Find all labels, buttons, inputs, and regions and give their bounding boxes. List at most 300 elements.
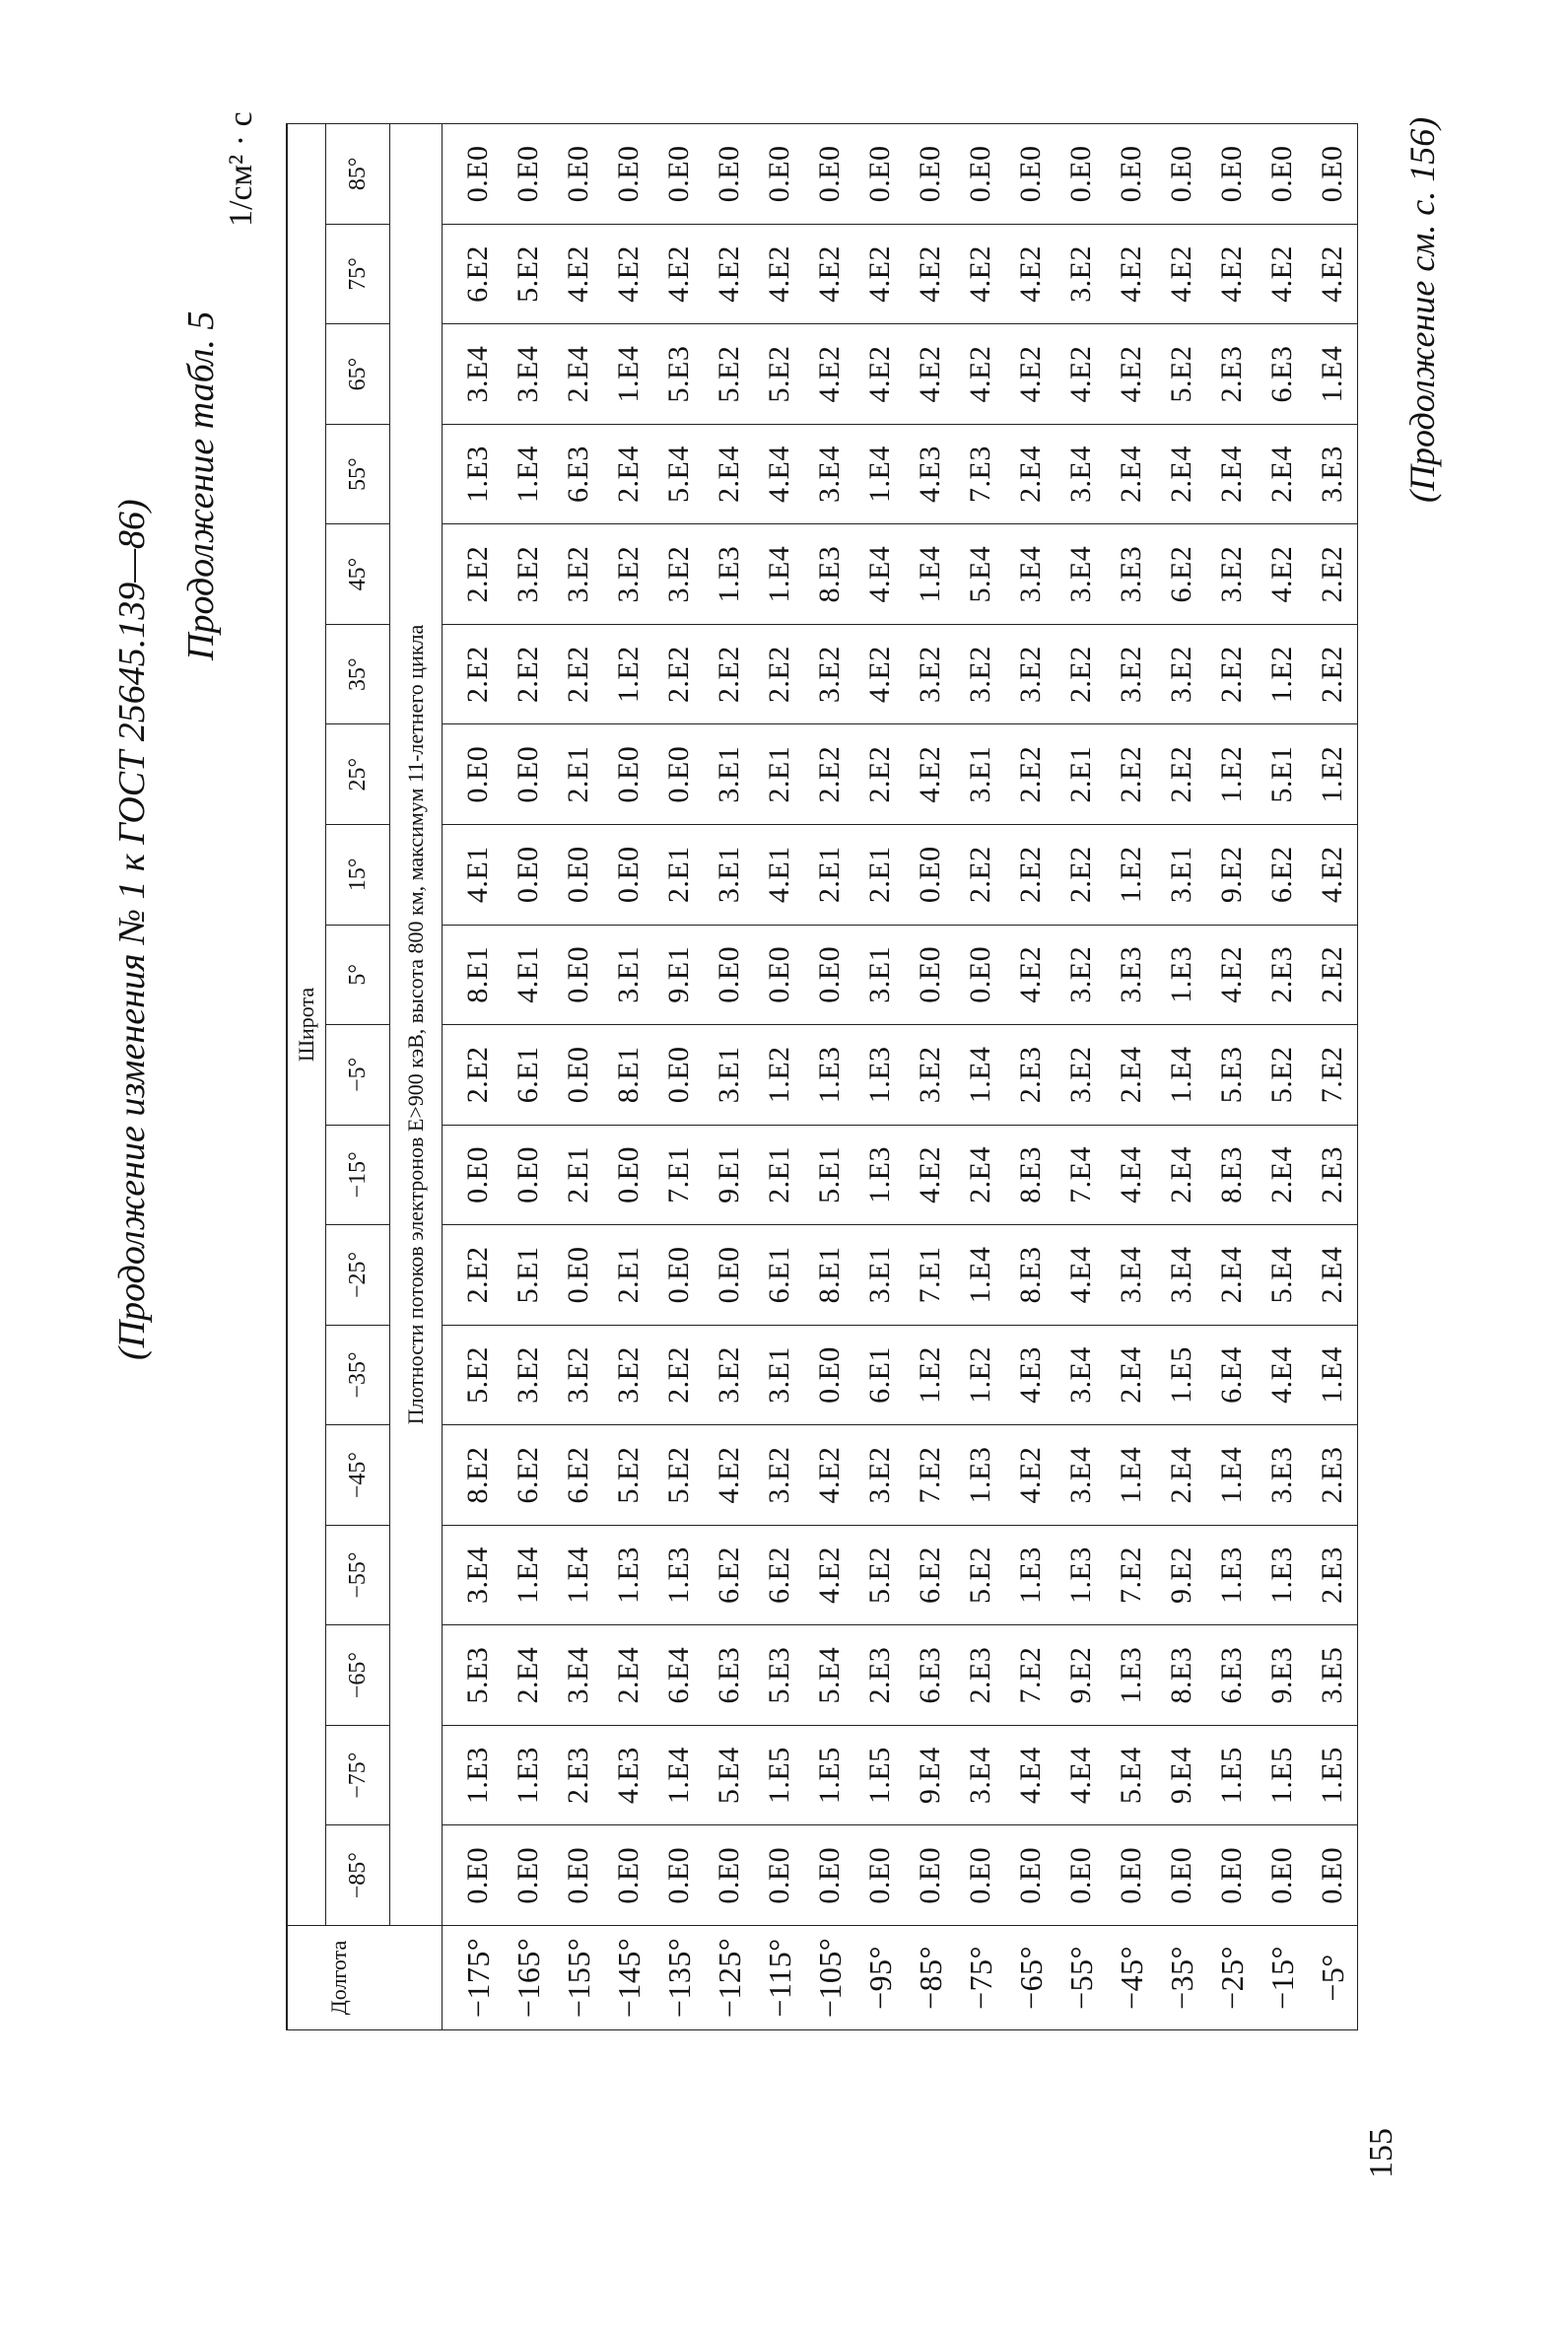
flux-value-cell: 3.E2 (503, 1325, 553, 1425)
flux-value-cell: 4.E2 (804, 324, 854, 425)
flux-value-cell: 3.E1 (1156, 824, 1206, 925)
flux-value-cell: 0.E0 (603, 124, 653, 225)
latitude-column-header: 25° (326, 724, 390, 825)
flux-value-cell: 2.E3 (1257, 925, 1307, 1025)
flux-value-cell: 2.E3 (1005, 1025, 1056, 1126)
flux-value-cell: 6.E1 (503, 1025, 553, 1126)
flux-value-cell: 5.E2 (704, 324, 754, 425)
longitude-cell: −35° (1156, 1926, 1206, 2030)
flux-value-cell: 0.E0 (653, 124, 704, 225)
flux-value-cell: 4.E2 (804, 1425, 854, 1526)
flux-value-cell: 6.E2 (443, 224, 504, 324)
flux-value-cell: 8.E3 (1005, 1225, 1056, 1326)
flux-value-cell: 2.E3 (1307, 1525, 1358, 1625)
flux-value-cell: 1.E2 (1106, 824, 1156, 925)
flux-value-cell: 5.E2 (443, 1325, 504, 1425)
table-body (443, 124, 1358, 2030)
latitude-column-header: −45° (326, 1425, 390, 1526)
flux-value-cell: 6.E3 (553, 424, 603, 524)
flux-value-cell: 0.E0 (503, 1825, 553, 1926)
flux-value-cell: 2.E2 (804, 724, 854, 825)
flux-value-cell: 3.E4 (1056, 1425, 1106, 1526)
flux-value-cell: 4.E2 (1106, 224, 1156, 324)
table-row (553, 124, 603, 2030)
flux-value-cell: 3.E1 (704, 1025, 754, 1126)
flux-value-cell: 4.E2 (1307, 224, 1358, 324)
table-row (503, 124, 553, 2030)
longitude-cell: −135° (653, 1926, 704, 2030)
flux-value-cell: 4.E4 (1257, 1325, 1307, 1425)
flux-value-cell: 7.E3 (955, 424, 1005, 524)
flux-value-cell: 1.E2 (1307, 724, 1358, 825)
flux-value-cell: 1.E3 (854, 1025, 905, 1126)
flux-value-cell: 3.E2 (653, 524, 704, 625)
flux-value-cell: 0.E0 (603, 824, 653, 925)
flux-value-cell: 0.E0 (653, 1025, 704, 1126)
latitude-column-header: −35° (326, 1325, 390, 1425)
flux-value-cell: 0.E0 (804, 124, 854, 225)
flux-value-cell: 9.E4 (905, 1725, 955, 1825)
flux-value-cell: 4.E2 (1257, 224, 1307, 324)
flux-value-cell: 5.E3 (653, 324, 704, 425)
table-row (1156, 124, 1206, 2030)
flux-value-cell: 2.E3 (1307, 1425, 1358, 1526)
flux-value-cell: 2.E2 (443, 524, 504, 625)
flux-value-cell: 2.E3 (1307, 1125, 1358, 1225)
flux-value-cell: 2.E3 (854, 1625, 905, 1726)
flux-value-cell: 2.E2 (1005, 824, 1056, 925)
flux-value-cell: 4.E3 (1005, 1325, 1056, 1425)
flux-value-cell: 1.E3 (443, 1725, 504, 1825)
flux-value-cell: 2.E2 (1005, 724, 1056, 825)
flux-value-cell: 0.E0 (754, 1825, 804, 1926)
flux-value-cell: 1.E3 (1005, 1525, 1056, 1625)
flux-value-cell: 4.E2 (955, 224, 1005, 324)
flux-value-cell: 2.E2 (955, 824, 1005, 925)
flux-value-cell: 5.E3 (754, 1625, 804, 1726)
flux-value-cell: 0.E0 (1106, 1825, 1156, 1926)
flux-value-cell: 2.E3 (955, 1625, 1005, 1726)
flux-value-cell: 2.E4 (603, 424, 653, 524)
unit-label: 1/см² · с (223, 111, 259, 227)
flux-value-cell: 3.E4 (443, 324, 504, 425)
flux-value-cell: 0.E0 (443, 124, 504, 225)
flux-value-cell: 5.E2 (653, 1425, 704, 1526)
flux-value-cell: 4.E3 (603, 1725, 653, 1825)
table-row (955, 124, 1005, 2030)
flux-value-cell: 2.E1 (754, 1125, 804, 1225)
flux-value-cell: 2.E2 (443, 1025, 504, 1126)
flux-value-cell: 4.E2 (905, 724, 955, 825)
flux-value-cell: 9.E1 (704, 1125, 754, 1225)
flux-value-cell: 0.E0 (1257, 124, 1307, 225)
flux-value-cell: 0.E0 (854, 1825, 905, 1926)
flux-value-cell: 7.E4 (1056, 1125, 1106, 1225)
flux-value-cell: 3.E2 (603, 1325, 653, 1425)
flux-value-cell: 2.E2 (653, 624, 704, 724)
table-row (1056, 124, 1106, 2030)
flux-value-cell: 1.E4 (854, 424, 905, 524)
longitude-cell: −175° (443, 1926, 504, 2030)
flux-value-cell: 3.E3 (1106, 925, 1156, 1025)
flux-value-cell: 2.E4 (1156, 1125, 1206, 1225)
flux-value-cell: 0.E0 (553, 124, 603, 225)
flux-value-cell: 4.E4 (854, 524, 905, 625)
latitude-column-header: −15° (326, 1125, 390, 1225)
flux-value-cell: 1.E3 (854, 1125, 905, 1225)
flux-value-cell: 3.E2 (1056, 1025, 1106, 1126)
flux-value-cell: 6.E2 (704, 1525, 754, 1625)
flux-value-cell: 4.E2 (704, 224, 754, 324)
flux-value-cell: 2.E2 (653, 1325, 704, 1425)
flux-value-cell: 4.E2 (1005, 324, 1056, 425)
flux-value-cell: 3.E4 (1156, 1225, 1206, 1326)
flux-value-cell: 8.E1 (443, 925, 504, 1025)
flux-value-cell: 3.E1 (603, 925, 653, 1025)
flux-value-cell: 3.E2 (804, 624, 854, 724)
flux-value-cell: 3.E4 (804, 424, 854, 524)
page-number: 155 (1363, 2128, 1399, 2178)
table-row (443, 124, 504, 2030)
flux-value-cell: 5.E1 (503, 1225, 553, 1326)
flux-value-cell: 7.E2 (1106, 1525, 1156, 1625)
flux-value-cell: 7.E2 (1307, 1025, 1358, 1126)
flux-value-cell: 4.E2 (1156, 224, 1206, 324)
flux-value-cell: 0.E0 (443, 1825, 504, 1926)
flux-value-cell: 1.E3 (955, 1425, 1005, 1526)
flux-value-cell: 6.E2 (905, 1525, 955, 1625)
flux-value-cell: 2.E4 (1206, 1225, 1257, 1326)
flux-value-cell: 2.E1 (754, 724, 804, 825)
flux-value-cell: 2.E2 (443, 1225, 504, 1326)
flux-value-cell: 2.E1 (854, 824, 905, 925)
flux-value-cell: 4.E4 (754, 424, 804, 524)
flux-value-cell: 6.E2 (1257, 824, 1307, 925)
flux-value-cell: 1.E3 (1056, 1525, 1106, 1625)
footer-note: (Продолжение см. с. 156) (1402, 116, 1442, 503)
flux-value-cell: 1.E3 (1257, 1525, 1307, 1625)
flux-value-cell: 6.E3 (704, 1625, 754, 1726)
flux-value-cell: 3.E2 (955, 624, 1005, 724)
flux-value-cell: 2.E4 (553, 324, 603, 425)
flux-value-cell: 0.E0 (653, 1225, 704, 1326)
flux-value-cell: 5.E2 (1156, 324, 1206, 425)
flux-value-cell: 0.E0 (955, 124, 1005, 225)
flux-value-cell: 1.E2 (754, 1025, 804, 1126)
flux-value-cell: 4.E2 (905, 224, 955, 324)
flux-value-cell: 1.E2 (603, 624, 653, 724)
flux-value-cell: 2.E4 (503, 1625, 553, 1726)
flux-value-cell: 8.E3 (1156, 1625, 1206, 1726)
flux-value-cell: 0.E0 (1106, 124, 1156, 225)
flux-value-cell: 2.E2 (854, 724, 905, 825)
longitude-cell: −165° (503, 1926, 553, 2030)
flux-value-cell: 3.E4 (443, 1525, 504, 1625)
table-row (804, 124, 854, 2030)
flux-value-cell: 3.E2 (553, 1325, 603, 1425)
flux-value-cell: 1.E3 (603, 1525, 653, 1625)
flux-value-cell: 0.E0 (553, 1025, 603, 1126)
flux-value-cell: 3.E4 (1056, 1325, 1106, 1425)
flux-value-cell: 0.E0 (603, 1825, 653, 1926)
flux-value-cell: 1.E4 (1307, 324, 1358, 425)
flux-value-cell: 2.E1 (553, 724, 603, 825)
longitude-cell: −65° (1005, 1926, 1056, 2030)
flux-value-cell: 5.E3 (443, 1625, 504, 1726)
flux-value-cell: 3.E2 (905, 624, 955, 724)
flux-value-cell: 0.E0 (603, 1125, 653, 1225)
flux-value-cell: 4.E2 (553, 224, 603, 324)
flux-value-cell: 2.E4 (1106, 424, 1156, 524)
table-row (1005, 124, 1056, 2030)
flux-value-cell: 1.E5 (1206, 1725, 1257, 1825)
flux-value-cell: 5.E4 (955, 524, 1005, 625)
latitude-column-header: −25° (326, 1225, 390, 1326)
latitude-column-header: 65° (326, 324, 390, 425)
flux-value-cell: 2.E4 (1206, 424, 1257, 524)
flux-value-cell: 0.E0 (443, 724, 504, 825)
flux-value-cell: 3.E3 (1307, 424, 1358, 524)
flux-value-cell: 4.E4 (1106, 1125, 1156, 1225)
flux-value-cell: 2.E4 (955, 1125, 1005, 1225)
flux-value-cell: 4.E2 (1206, 224, 1257, 324)
flux-value-cell: 1.E3 (1206, 1525, 1257, 1625)
flux-value-cell: 0.E0 (905, 1825, 955, 1926)
flux-value-cell: 2.E2 (503, 624, 553, 724)
flux-value-cell: 0.E0 (1257, 1825, 1307, 1926)
flux-value-cell: 0.E0 (754, 124, 804, 225)
longitude-cell: −75° (955, 1926, 1005, 2030)
table-row (1206, 124, 1257, 2030)
flux-value-cell: 4.E2 (905, 1125, 955, 1225)
flux-value-cell: 0.E0 (503, 1125, 553, 1225)
latitude-column-header: 85° (326, 124, 390, 225)
flux-value-cell: 5.E4 (1106, 1725, 1156, 1825)
flux-value-cell: 1.E4 (503, 424, 553, 524)
flux-value-cell: 4.E3 (905, 424, 955, 524)
flux-value-cell: 0.E0 (553, 824, 603, 925)
flux-value-cell: 3.E2 (854, 1425, 905, 1526)
longitude-cell: −95° (854, 1926, 905, 2030)
flux-value-cell: 4.E2 (1005, 1425, 1056, 1526)
flux-value-cell: 0.E0 (553, 925, 603, 1025)
latitude-column-header: −65° (326, 1625, 390, 1726)
latitude-column-header: −5° (326, 1025, 390, 1126)
flux-value-cell: 1.E5 (804, 1725, 854, 1825)
flux-value-cell: 0.E0 (704, 124, 754, 225)
running-head: (Продолжение изменения № 1 к ГОСТ 25645.139—86) (111, 499, 153, 1360)
flux-value-cell: 7.E2 (905, 1425, 955, 1526)
flux-value-cell: 0.E0 (443, 1125, 504, 1225)
flux-density-table (286, 123, 1358, 2030)
flux-value-cell: 5.E3 (1206, 1025, 1257, 1126)
table-row (603, 124, 653, 2030)
flux-value-cell: 6.E4 (653, 1625, 704, 1726)
flux-value-cell: 3.E2 (503, 524, 553, 625)
flux-value-cell: 3.E4 (955, 1725, 1005, 1825)
flux-value-cell: 5.E2 (955, 1525, 1005, 1625)
flux-value-cell: 4.E2 (1005, 224, 1056, 324)
longitude-cell: −155° (553, 1926, 603, 2030)
flux-value-cell: 1.E5 (1257, 1725, 1307, 1825)
flux-value-cell: 1.E2 (1206, 724, 1257, 825)
longitude-cell: −125° (704, 1926, 754, 2030)
flux-value-cell: 2.E2 (1056, 624, 1106, 724)
flux-value-cell: 1.E4 (1307, 1325, 1358, 1425)
flux-value-cell: 0.E0 (1206, 124, 1257, 225)
longitude-cell: −5° (1307, 1926, 1358, 2030)
longitude-cell: −55° (1056, 1926, 1106, 2030)
flux-value-cell: 0.E0 (1005, 1825, 1056, 1926)
flux-value-cell: 6.E2 (1156, 524, 1206, 625)
flux-value-cell: 2.E4 (1106, 1025, 1156, 1126)
flux-value-cell: 2.E3 (553, 1725, 603, 1825)
flux-value-cell: 2.E1 (603, 1225, 653, 1326)
flux-value-cell: 0.E0 (704, 1825, 754, 1926)
flux-value-cell: 1.E3 (443, 424, 504, 524)
flux-value-cell: 9.E2 (1156, 1525, 1206, 1625)
flux-value-cell: 8.E1 (804, 1225, 854, 1326)
flux-value-cell: 9.E2 (1056, 1625, 1106, 1726)
flux-value-cell: 4.E2 (955, 324, 1005, 425)
flux-value-cell: 1.E3 (1156, 925, 1206, 1025)
flux-value-cell: 1.E4 (1106, 1425, 1156, 1526)
flux-value-cell: 2.E1 (804, 824, 854, 925)
flux-value-cell: 0.E0 (503, 824, 553, 925)
flux-value-cell: 1.E4 (1156, 1025, 1206, 1126)
flux-value-cell: 0.E0 (653, 1825, 704, 1926)
flux-value-cell: 2.E2 (1307, 925, 1358, 1025)
flux-value-cell: 0.E0 (1206, 1825, 1257, 1926)
flux-value-cell: 4.E2 (603, 224, 653, 324)
flux-value-cell: 5.E4 (704, 1725, 754, 1825)
longitude-cell: −25° (1206, 1926, 1257, 2030)
flux-value-cell: 1.E2 (1257, 624, 1307, 724)
flux-value-cell: 4.E2 (1257, 524, 1307, 625)
flux-value-cell: 2.E2 (1307, 524, 1358, 625)
latitude-header-row (326, 124, 390, 2030)
flux-value-cell: 4.E2 (1206, 925, 1257, 1025)
flux-value-cell: 4.E2 (1307, 824, 1358, 925)
flux-value-cell: 6.E4 (1206, 1325, 1257, 1425)
table-row (653, 124, 704, 2030)
flux-value-cell: 3.E5 (1307, 1625, 1358, 1726)
flux-value-cell: 2.E4 (1005, 424, 1056, 524)
flux-value-cell: 2.E1 (653, 824, 704, 925)
flux-value-cell: 3.E2 (704, 1325, 754, 1425)
flux-value-cell: 5.E2 (854, 1525, 905, 1625)
flux-value-cell: 2.E1 (1056, 724, 1106, 825)
flux-value-cell: 3.E2 (1056, 925, 1106, 1025)
flux-value-cell: 1.E4 (603, 324, 653, 425)
flux-value-cell: 1.E3 (503, 1725, 553, 1825)
flux-value-cell: 2.E2 (754, 624, 804, 724)
flux-value-cell: 1.E2 (955, 1325, 1005, 1425)
flux-value-cell: 4.E2 (1056, 324, 1106, 425)
latitude-column-header: −85° (326, 1825, 390, 1926)
flux-value-cell: 0.E0 (1056, 1825, 1106, 1926)
flux-value-cell: 3.E1 (704, 824, 754, 925)
flux-value-cell: 1.E5 (1307, 1725, 1358, 1825)
flux-value-cell: 4.E2 (905, 324, 955, 425)
table-row (854, 124, 905, 2030)
flux-value-cell: 2.E4 (603, 1625, 653, 1726)
flux-value-cell: 4.E1 (503, 925, 553, 1025)
flux-value-cell: 7.E2 (1005, 1625, 1056, 1726)
flux-value-cell: 2.E4 (1106, 1325, 1156, 1425)
table-row (704, 124, 754, 2030)
table-row (754, 124, 804, 2030)
longitude-header: Долгота (287, 1926, 390, 2030)
flux-value-cell: 1.E4 (1206, 1425, 1257, 1526)
flux-value-cell: 3.E2 (754, 1425, 804, 1526)
flux-value-cell: 2.E2 (704, 624, 754, 724)
flux-value-cell: 8.E3 (1005, 1125, 1056, 1225)
longitude-cell: −105° (804, 1926, 854, 2030)
longitude-cell: −145° (603, 1926, 653, 2030)
flux-value-cell: 0.E0 (503, 124, 553, 225)
flux-value-cell: 9.E2 (1206, 824, 1257, 925)
flux-value-cell: 3.E1 (854, 925, 905, 1025)
flux-value-cell: 4.E2 (854, 624, 905, 724)
flux-value-cell: 3.E3 (1106, 524, 1156, 625)
flux-value-cell: 0.E0 (704, 925, 754, 1025)
latitude-column-header: 35° (326, 624, 390, 724)
flux-value-cell: 4.E4 (1056, 1725, 1106, 1825)
flux-value-cell: 0.E0 (955, 925, 1005, 1025)
flux-value-cell: 1.E4 (754, 524, 804, 625)
flux-value-cell: 2.E2 (1106, 724, 1156, 825)
flux-value-cell: 1.E2 (905, 1325, 955, 1425)
flux-value-cell: 0.E0 (905, 124, 955, 225)
longitude-cell: −15° (1257, 1926, 1307, 2030)
flux-value-cell: 4.E2 (653, 224, 704, 324)
flux-value-cell: 1.E4 (503, 1525, 553, 1625)
flux-value-cell: 0.E0 (854, 124, 905, 225)
longitude-cell: −115° (754, 1926, 804, 2030)
flux-value-cell: 0.E0 (503, 724, 553, 825)
flux-value-cell: 2.E4 (1156, 424, 1206, 524)
flux-value-cell: 0.E0 (804, 1325, 854, 1425)
flux-value-cell: 1.E3 (1106, 1625, 1156, 1726)
flux-value-cell: 3.E4 (1056, 424, 1106, 524)
flux-value-cell: 3.E1 (754, 1325, 804, 1425)
flux-value-cell: 5.E4 (653, 424, 704, 524)
flux-value-cell: 1.E3 (704, 524, 754, 625)
flux-value-cell: 8.E2 (443, 1425, 504, 1526)
flux-value-cell: 2.E2 (1056, 824, 1106, 925)
flux-value-cell: 3.E2 (1206, 524, 1257, 625)
flux-value-cell: 0.E0 (1156, 124, 1206, 225)
flux-value-cell: 2.E1 (553, 1125, 603, 1225)
flux-value-cell: 0.E0 (754, 925, 804, 1025)
flux-value-cell: 2.E2 (443, 624, 504, 724)
flux-value-cell: 3.E2 (1056, 224, 1106, 324)
flux-value-cell: 2.E4 (1307, 1225, 1358, 1326)
flux-value-cell: 3.E3 (1257, 1425, 1307, 1526)
flux-value-cell: 2.E2 (553, 624, 603, 724)
flux-value-cell: 4.E2 (1005, 925, 1056, 1025)
flux-value-cell: 0.E0 (553, 1225, 603, 1326)
flux-value-cell: 2.E4 (1257, 424, 1307, 524)
flux-value-cell: 0.E0 (1056, 124, 1106, 225)
table-subtitle: Плотности потоков электронов E>900 кэВ, высота 800 км, максимум 11-летнего цикла (390, 124, 443, 1926)
table-row (1257, 124, 1307, 2030)
flux-value-cell: 0.E0 (804, 1825, 854, 1926)
flux-value-cell: 7.E1 (653, 1125, 704, 1225)
flux-value-cell: 8.E3 (804, 524, 854, 625)
longitude-cell: −45° (1106, 1926, 1156, 2030)
